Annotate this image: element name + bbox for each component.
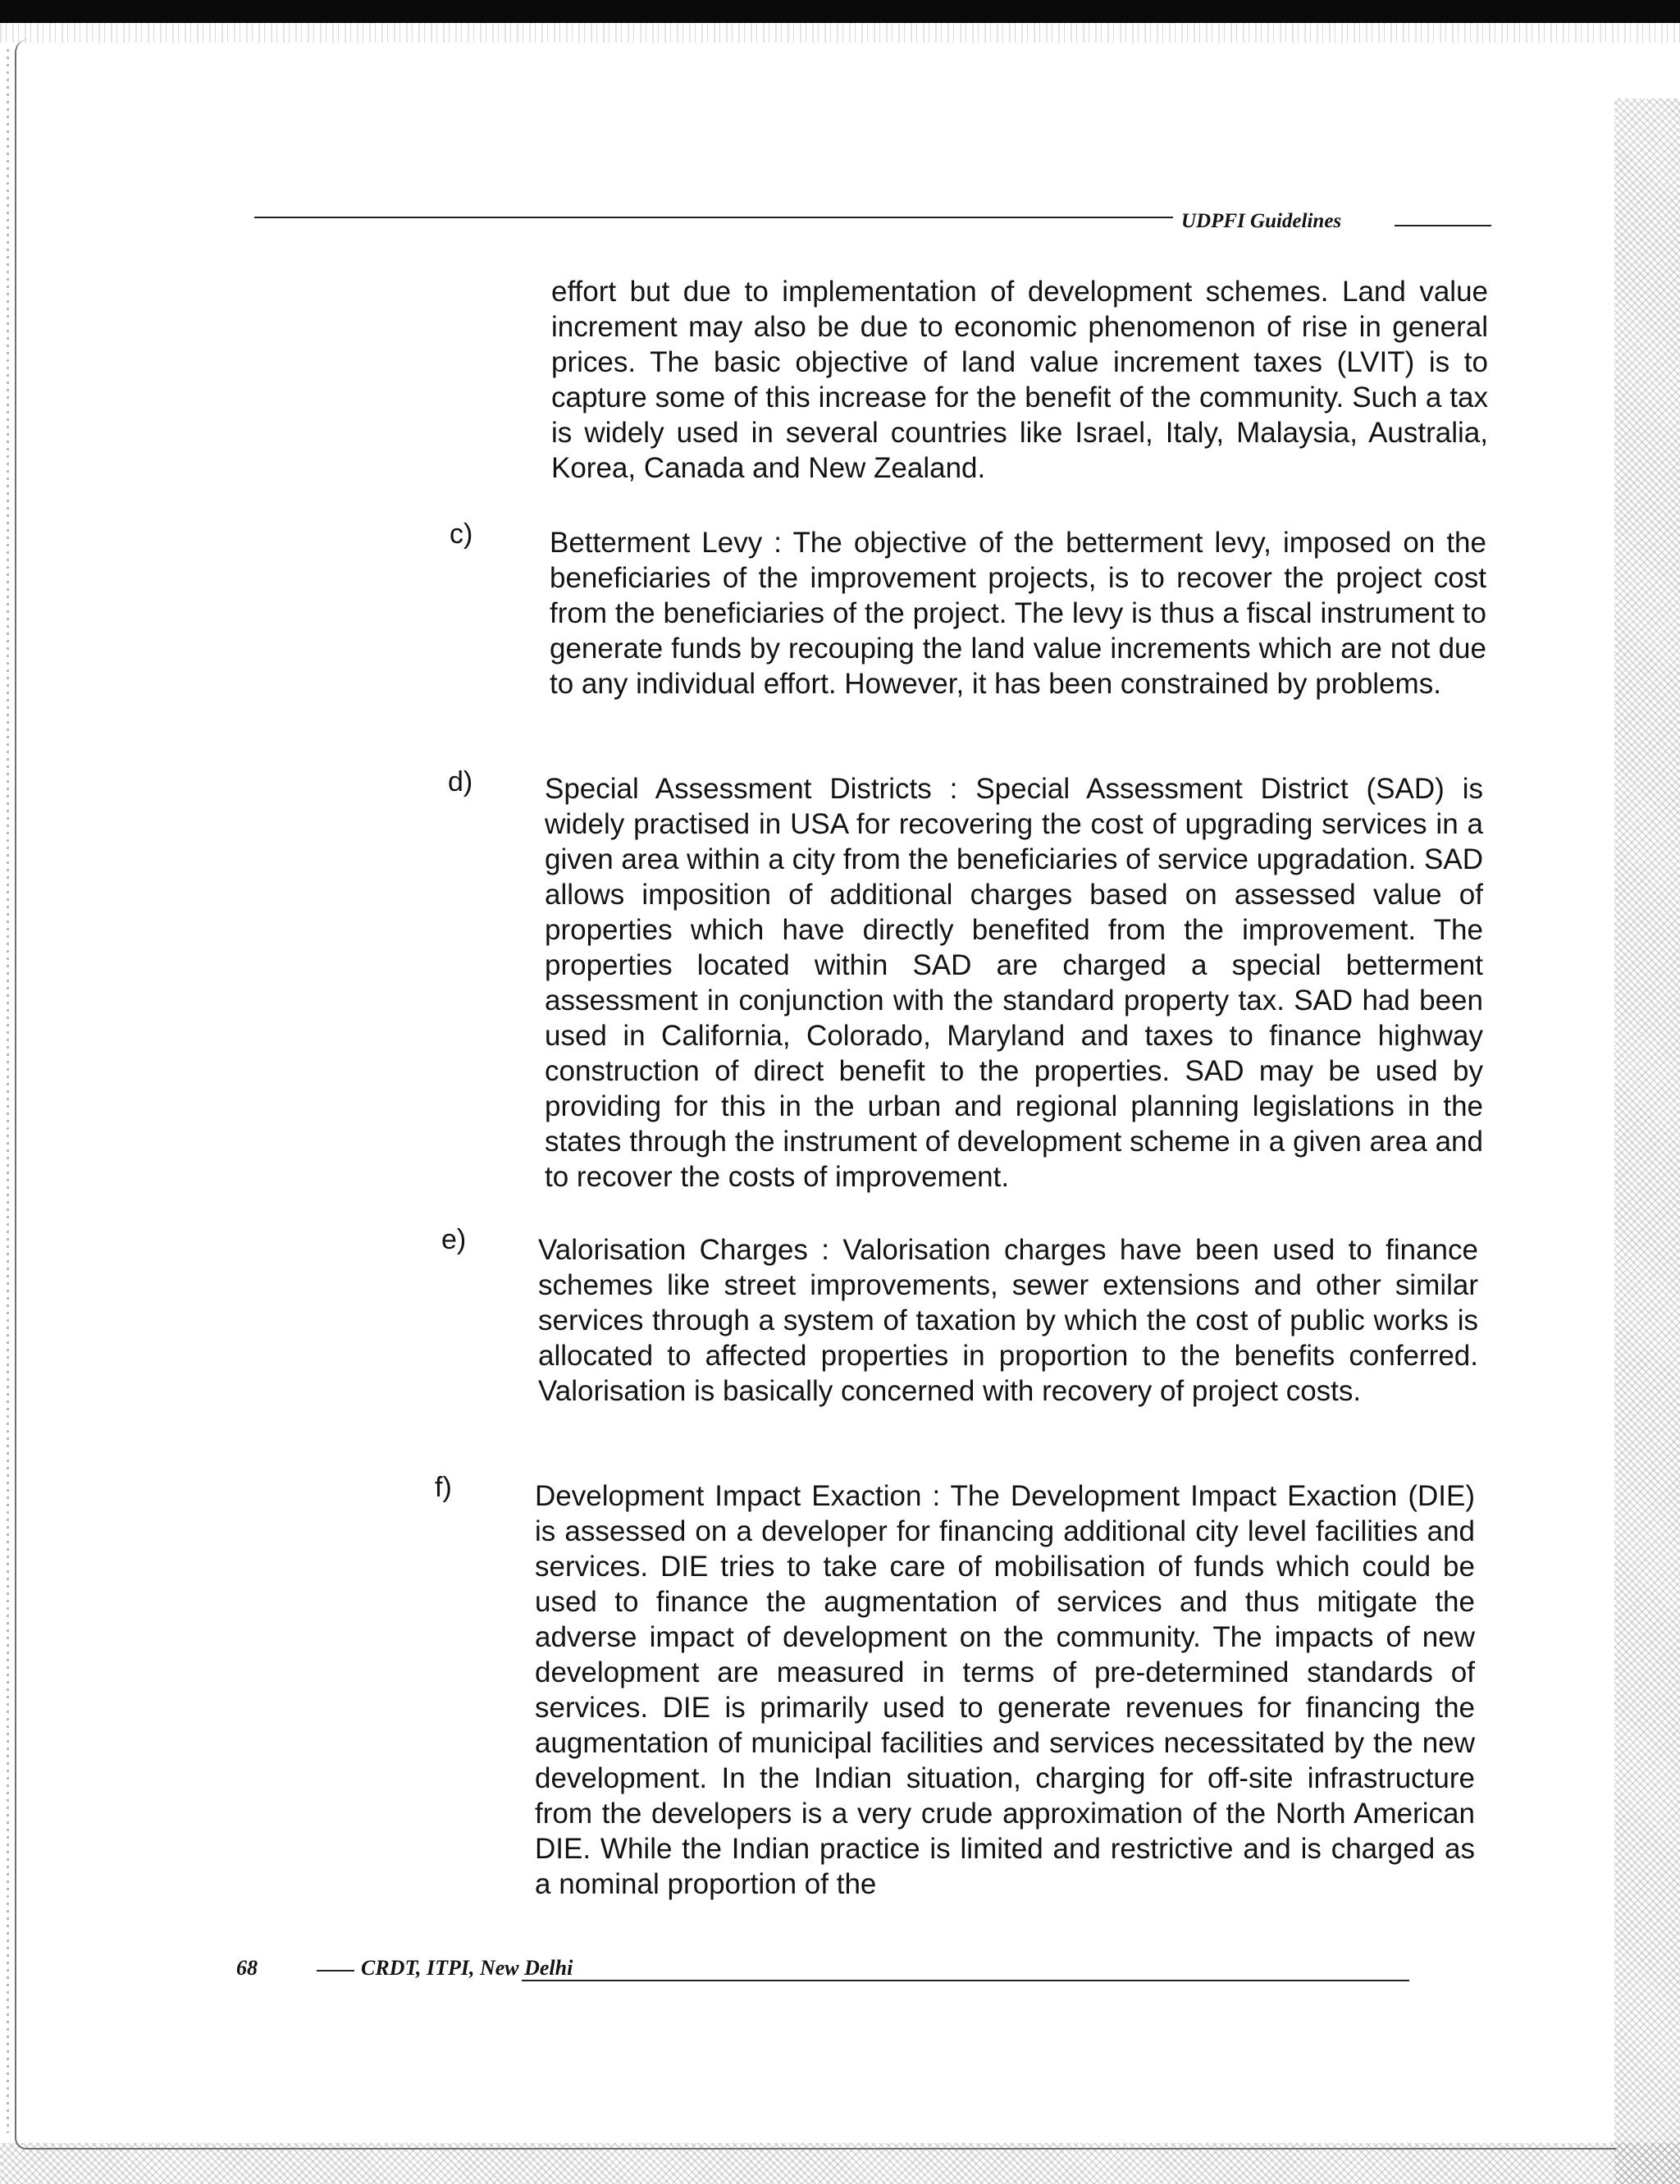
page-number: 68 — [236, 1956, 258, 1980]
running-title: UDPFI Guidelines — [1181, 210, 1342, 232]
item-text-betterment-levy: Betterment Levy : The objective of the betterment levy, imposed on the beneficiaries of the improvement projects, is to recover the project cost from the beneficiaries of the project. The levy is thus a fiscal instrument to generate funds by recouping the land value increments which are not due to any individual effort. However, it has been constrained by problems. — [550, 527, 1486, 700]
footer-rule — [522, 1980, 1409, 1981]
item-marker-f: f) — [435, 1472, 452, 1503]
header-rule-right — [1395, 225, 1491, 226]
item-text-development-impact-exaction: Development Impact Exaction : The Development Impact Exaction (DIE) is assessed on a developer for financing additional city level facilities and services. DIE tries to take care of mobilisation of funds which could be used to finance the augmentation of services and thus mitigate the adverse impact of development on the community. The impacts of new development are measured in terms of pre-determined standards of services. DIE is primarily used to generate revenues for financing the augmentation of municipal facilities and services necessitated by the new development. In the Indian situation, charging for off-site infrastructure from the developers is a very crude approximation of the North American DIE. While the Indian practice is limited and restrictive and is charged as a nominal proportion of the — [535, 1480, 1475, 1900]
item-text-special-assessment-districts: Special Assessment Districts : Special Assessment District (SAD) is widely practised in USA for recovering the cost of upgrading services in a given area within a city from the beneficiaries of service upgradation. SAD allows imposition of additional charges based on assessed value of properties which have directly benefited from the improvement. The properties located within SAD are charged a special betterment assessment in conjunction with the standard property tax. SAD had been used in California, Colorado, Maryland and taxes to finance highway construction of direct benefit to the properties. SAD may be used by providing for this in the urban and regional planning legislations in the states through the instrument of development scheme in a given area and to recover the costs of improvement. — [545, 773, 1483, 1193]
scan-left-edge — [7, 49, 9, 2133]
footer-organization: CRDT, ITPI, New Delhi — [361, 1956, 573, 1980]
item-marker-e: e) — [441, 1224, 467, 1255]
footer-dash — [317, 1970, 354, 1972]
item-marker-c: c) — [450, 519, 473, 550]
intro-paragraph: effort but due to implementation of development schemes. Land value increment may also be due to economic phenomenon of rise in general prices. The basic objective of land value increment taxes (LVIT) is to capture some of this increase for the benefit of the community. Such a tax is widely used in several countries like Israel, Italy, Malaysia, Australia, Korea, Canada and New Zealand. — [551, 276, 1488, 484]
item-marker-d: d) — [448, 766, 473, 797]
item-text-valorisation-charges: Valorisation Charges : Valorisation charges have been used to finance schemes like street improvements, sewer extensions and other similar services through a system of taxation by which the cost of public works is allocated to affected properties in proportion to the benefits conferred. Valorisation is basically concerned with recovery of project costs. — [538, 1234, 1478, 1407]
scan-top-band — [0, 0, 1680, 23]
scan-right-noise — [1614, 98, 1680, 2184]
header-rule-left — [254, 217, 1173, 218]
